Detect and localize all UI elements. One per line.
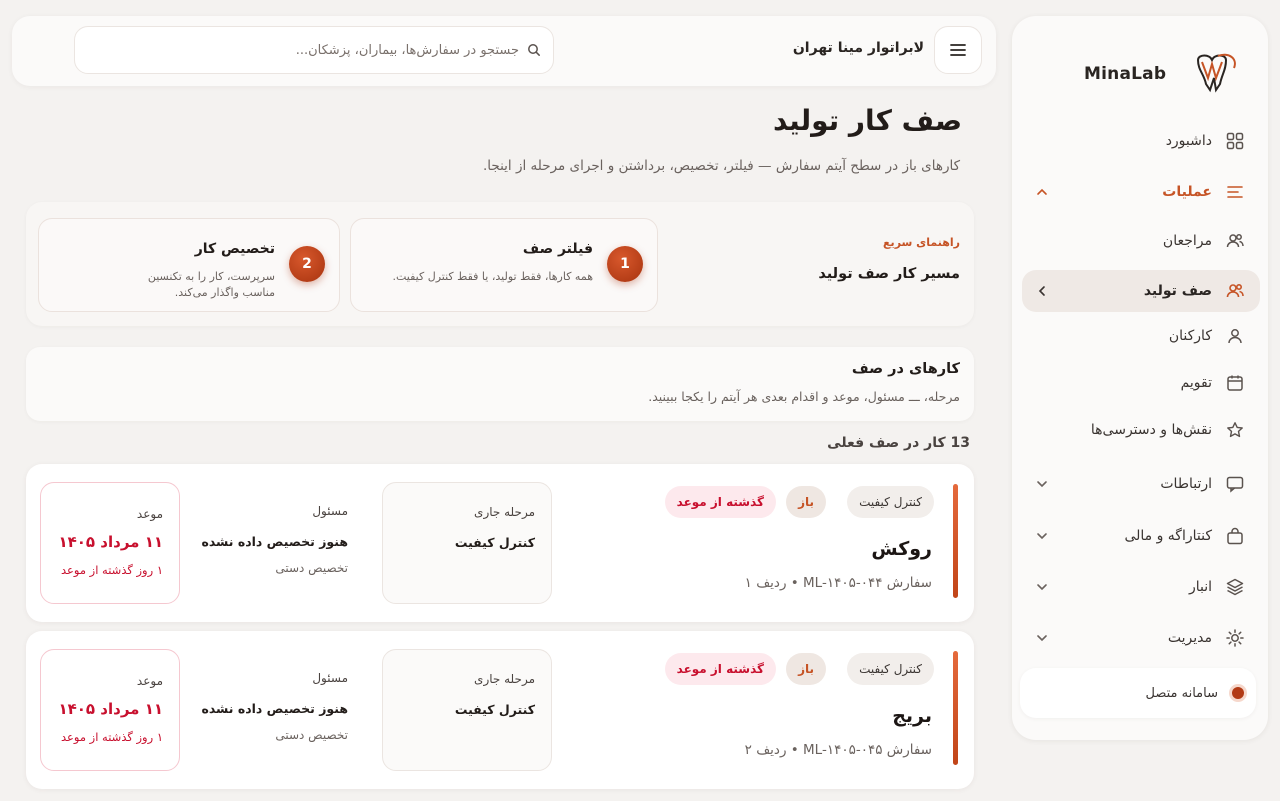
owner-value: هنوز تخصیص داده نشده: [201, 701, 348, 716]
search-icon: [527, 43, 541, 57]
sidebar-item-clients[interactable]: [1022, 220, 1260, 262]
chevron-up-icon: [1034, 184, 1050, 200]
card-accent: [953, 651, 958, 765]
sidebar-item-label: کارکنان: [1168, 328, 1212, 344]
owner-label: مسئول: [312, 671, 348, 685]
step-title: تخصیص کار: [194, 241, 275, 257]
step-desc-line: سرپرست، کار را به تکنسین: [147, 270, 275, 283]
due-box: [40, 649, 180, 771]
sidebar-item-label: ارتباطات: [1160, 476, 1212, 492]
sidebar-item-staff[interactable]: [1022, 315, 1260, 357]
chat-icon: [1224, 473, 1246, 495]
step-number: 1: [607, 246, 643, 282]
order-line: سفارش ML-۱۴۰۵-۰۴۴ • ردیف ۱: [744, 575, 932, 591]
open-badge: باز: [786, 653, 826, 685]
sidebar-item-management[interactable]: [1022, 617, 1260, 659]
open-badge: باز: [786, 486, 826, 518]
topbar: [12, 16, 996, 86]
due-label: موعد: [136, 674, 163, 688]
sidebar-item-finance[interactable]: [1022, 515, 1260, 557]
owner-label: مسئول: [312, 504, 348, 518]
stage-label: مرحله جاری: [474, 672, 535, 686]
chevron-down-icon: [1034, 476, 1050, 492]
menu-button[interactable]: [934, 26, 982, 74]
users-icon: [1224, 280, 1246, 302]
hamburger-icon: [948, 40, 968, 60]
step-desc: همه کارها، فقط تولید، یا فقط کنترل کیفیت.: [392, 270, 593, 283]
stage-label: مرحله جاری: [474, 505, 535, 519]
chevron-left-icon: [1034, 283, 1050, 299]
owner-mode: تخصیص دستی: [275, 728, 348, 742]
step-number: 2: [289, 246, 325, 282]
search-box[interactable]: [74, 26, 554, 74]
star-icon: [1224, 419, 1246, 441]
status-dot-icon: [1232, 687, 1244, 699]
sidebar-item-label: تقویم: [1180, 375, 1212, 391]
current-stage-box: [382, 482, 552, 604]
step-desc: [148, 269, 275, 301]
queue-count: 13 کار در صف فعلی: [827, 435, 970, 451]
due-value: ۱۱ مرداد ۱۴۰۵: [58, 533, 163, 551]
stage-value: کنترل کیفیت: [454, 535, 535, 550]
chevron-down-icon: [1034, 630, 1050, 646]
sidebar-item-label: داشبورد: [1165, 133, 1212, 149]
sidebar-item-label: مراجعان: [1162, 233, 1212, 249]
sidebar-item-operations[interactable]: [1022, 171, 1260, 213]
sidebar-item-inventory[interactable]: [1022, 566, 1260, 608]
users-icon: [1224, 230, 1246, 252]
card-accent: [953, 484, 958, 598]
status-label: سامانه متصل: [1145, 685, 1218, 701]
queue-card[interactable]: [26, 631, 974, 789]
sidebar-item-label: نقش‌ها و دسترسی‌ها: [1090, 422, 1212, 438]
sidebar-item-label: کنتاراگه و مالی: [1124, 528, 1212, 544]
bag-icon: [1224, 525, 1246, 547]
queue-desc: مرحله، ـــ مسئول، موعد و اقدام بعدی هر آیتم را یکجا ببینید.: [648, 389, 960, 404]
overdue-badge: گذشته از موعد: [665, 653, 776, 685]
chevron-down-icon: [1034, 528, 1050, 544]
sidebar-item-calendar[interactable]: [1022, 362, 1260, 404]
sidebar: [1012, 16, 1268, 740]
due-note: ۱ روز گذشته از موعد: [60, 563, 163, 577]
sidebar-item-label: صف تولید: [1143, 283, 1212, 299]
tooth-logo-icon: [1188, 50, 1240, 94]
overdue-badge: گذشته از موعد: [665, 486, 776, 518]
calendar-icon: [1224, 372, 1246, 394]
item-name: بریج: [892, 705, 932, 727]
sidebar-item-label: مدیریت: [1167, 630, 1212, 646]
quick-guide: [26, 202, 974, 326]
order-line: سفارش ML-۱۴۰۵-۰۴۵ • ردیف ۲: [744, 742, 932, 758]
step-desc-line: مناسب واگذار می‌کند.: [174, 286, 275, 299]
due-value: ۱۱ مرداد ۱۴۰۵: [58, 700, 163, 718]
sidebar-item-dashboard[interactable]: [1022, 120, 1260, 162]
due-box: [40, 482, 180, 604]
current-stage-box: [382, 649, 552, 771]
guide-kicker: راهنمای سریع: [883, 236, 960, 249]
list-icon: [1224, 181, 1246, 203]
brand-name: MinaLab: [1084, 64, 1167, 84]
sidebar-item-label: عملیات: [1162, 184, 1212, 200]
lab-name: لابراتوار مینا تهران: [792, 40, 924, 56]
user-icon: [1224, 325, 1246, 347]
step-title: فیلتر صف: [522, 241, 593, 257]
chevron-down-icon: [1034, 579, 1050, 595]
sun-gear-icon: [1224, 627, 1246, 649]
sidebar-item-roles[interactable]: [1022, 409, 1260, 451]
search-input[interactable]: [99, 43, 519, 58]
queue-card[interactable]: [26, 464, 974, 622]
queue-header: [26, 347, 974, 421]
brand-logo[interactable]: [1084, 50, 1240, 96]
sidebar-item-label: انبار: [1188, 579, 1212, 595]
due-label: موعد: [136, 507, 163, 521]
system-status: [1020, 668, 1256, 718]
guide-step-filter[interactable]: [350, 218, 658, 312]
stage-badge: کنترل کیفیت: [847, 486, 934, 518]
dashboard-grid-icon: [1224, 130, 1246, 152]
page-title: صف کار تولید: [773, 104, 962, 137]
page-subtitle: کارهای باز در سطح آیتم سفارش — فیلتر، تخصیص، برداشتن و اجرای مرحله از اینجا.: [482, 158, 960, 174]
guide-step-assign[interactable]: [38, 218, 340, 312]
sidebar-item-production-queue[interactable]: [1022, 270, 1260, 312]
owner-mode: تخصیص دستی: [275, 561, 348, 575]
queue-title: کارهای در صف: [851, 361, 960, 377]
sidebar-item-communications[interactable]: [1022, 463, 1260, 505]
guide-title: مسیر کار صف تولید: [818, 266, 960, 282]
layers-icon: [1224, 576, 1246, 598]
stage-value: کنترل کیفیت: [454, 702, 535, 717]
owner-value: هنوز تخصیص داده نشده: [201, 534, 348, 549]
stage-badge: کنترل کیفیت: [847, 653, 934, 685]
due-note: ۱ روز گذشته از موعد: [60, 730, 163, 744]
item-name: روکش: [871, 538, 932, 560]
